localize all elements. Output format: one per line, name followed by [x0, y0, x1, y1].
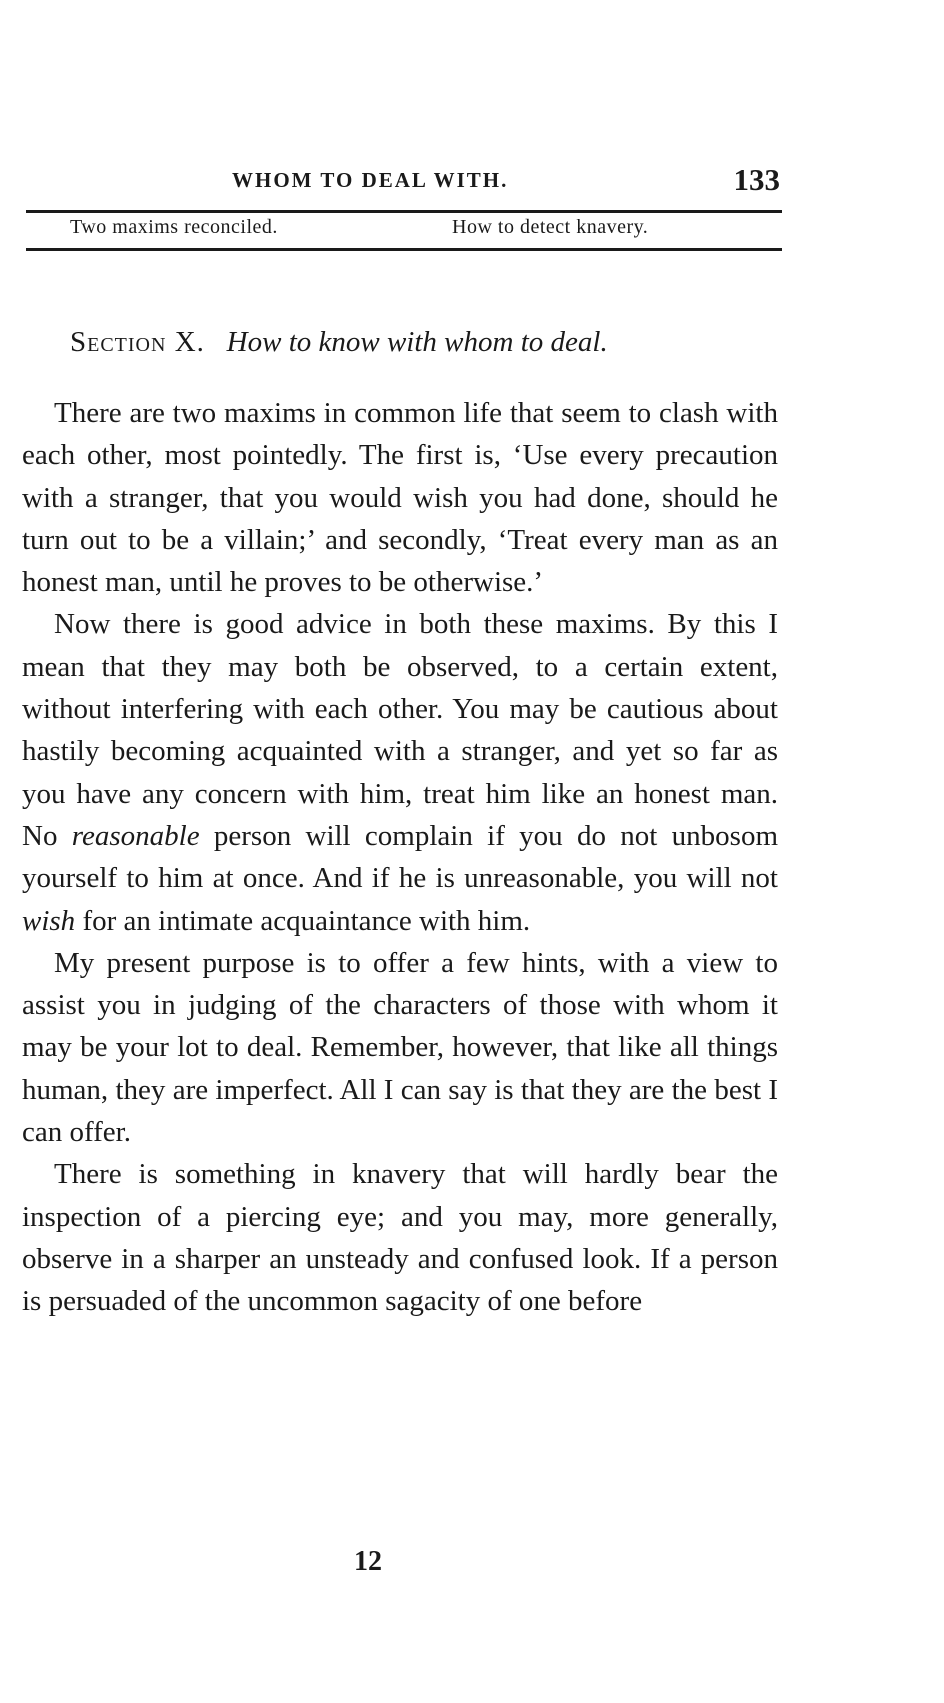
body-text	[22, 392, 778, 1323]
header-rule-top	[26, 210, 782, 213]
emphasis-wish: wish	[22, 904, 76, 937]
paragraph-2-part-c: for an intimate acquaintance with him.	[82, 904, 531, 937]
page-number: 133	[733, 162, 780, 197]
paragraph-3: My present purpose is to offer a few hints, with a view to assist you in judging of the characters of those with whom it may be your lot to deal. Remember, however, that like all things human, they are imperfect. All I can say is that they are the best I can offer.	[22, 946, 778, 1149]
signature-mark: 12	[354, 1546, 382, 1577]
paragraph-1: There are two maxims in common life that seem to clash with each other, most pointedly. The first is, ‘Use every precaution with a stranger, that you would wish you had done, should he turn out to be a villain;’ and secondly, ‘Treat every man as an honest man, until he proves to be otherwise.’	[22, 397, 778, 599]
subheading-right: How to detect knavery.	[452, 216, 649, 238]
section-heading	[70, 326, 608, 359]
paragraph-2-part-b: person will complain if you do not unbosom yourself to him at once. And if he is unreasonable, you will not	[22, 819, 778, 895]
running-title: WHOM TO DEAL WITH.	[232, 168, 509, 192]
running-head	[26, 162, 786, 202]
paragraph-4: There is something in knavery that will hardly bear the inspection of a piercing eye; and you may, more generally, observe in a sharper an unsteady and confused look. If a person is persuaded of the uncommon sagacity of one before	[22, 1158, 778, 1318]
paragraph-2-part-a: Now there is good advice in both these maxims. By this I mean that they may both be observed, to a certain extent, without interfering with each other. You may be cautious about hastily becoming acquainted with a stranger, and yet so far as you have any concern with him, treat him like an honest man. No	[22, 608, 778, 852]
section-label: Section X.	[70, 326, 205, 358]
section-title: How to know with whom to deal.	[226, 326, 608, 358]
paragraph-2	[22, 603, 778, 941]
header-rule-bottom	[26, 248, 782, 251]
subheading-left: Two maxims reconciled.	[70, 216, 278, 238]
emphasis-reasonable: reasonable	[71, 819, 200, 852]
